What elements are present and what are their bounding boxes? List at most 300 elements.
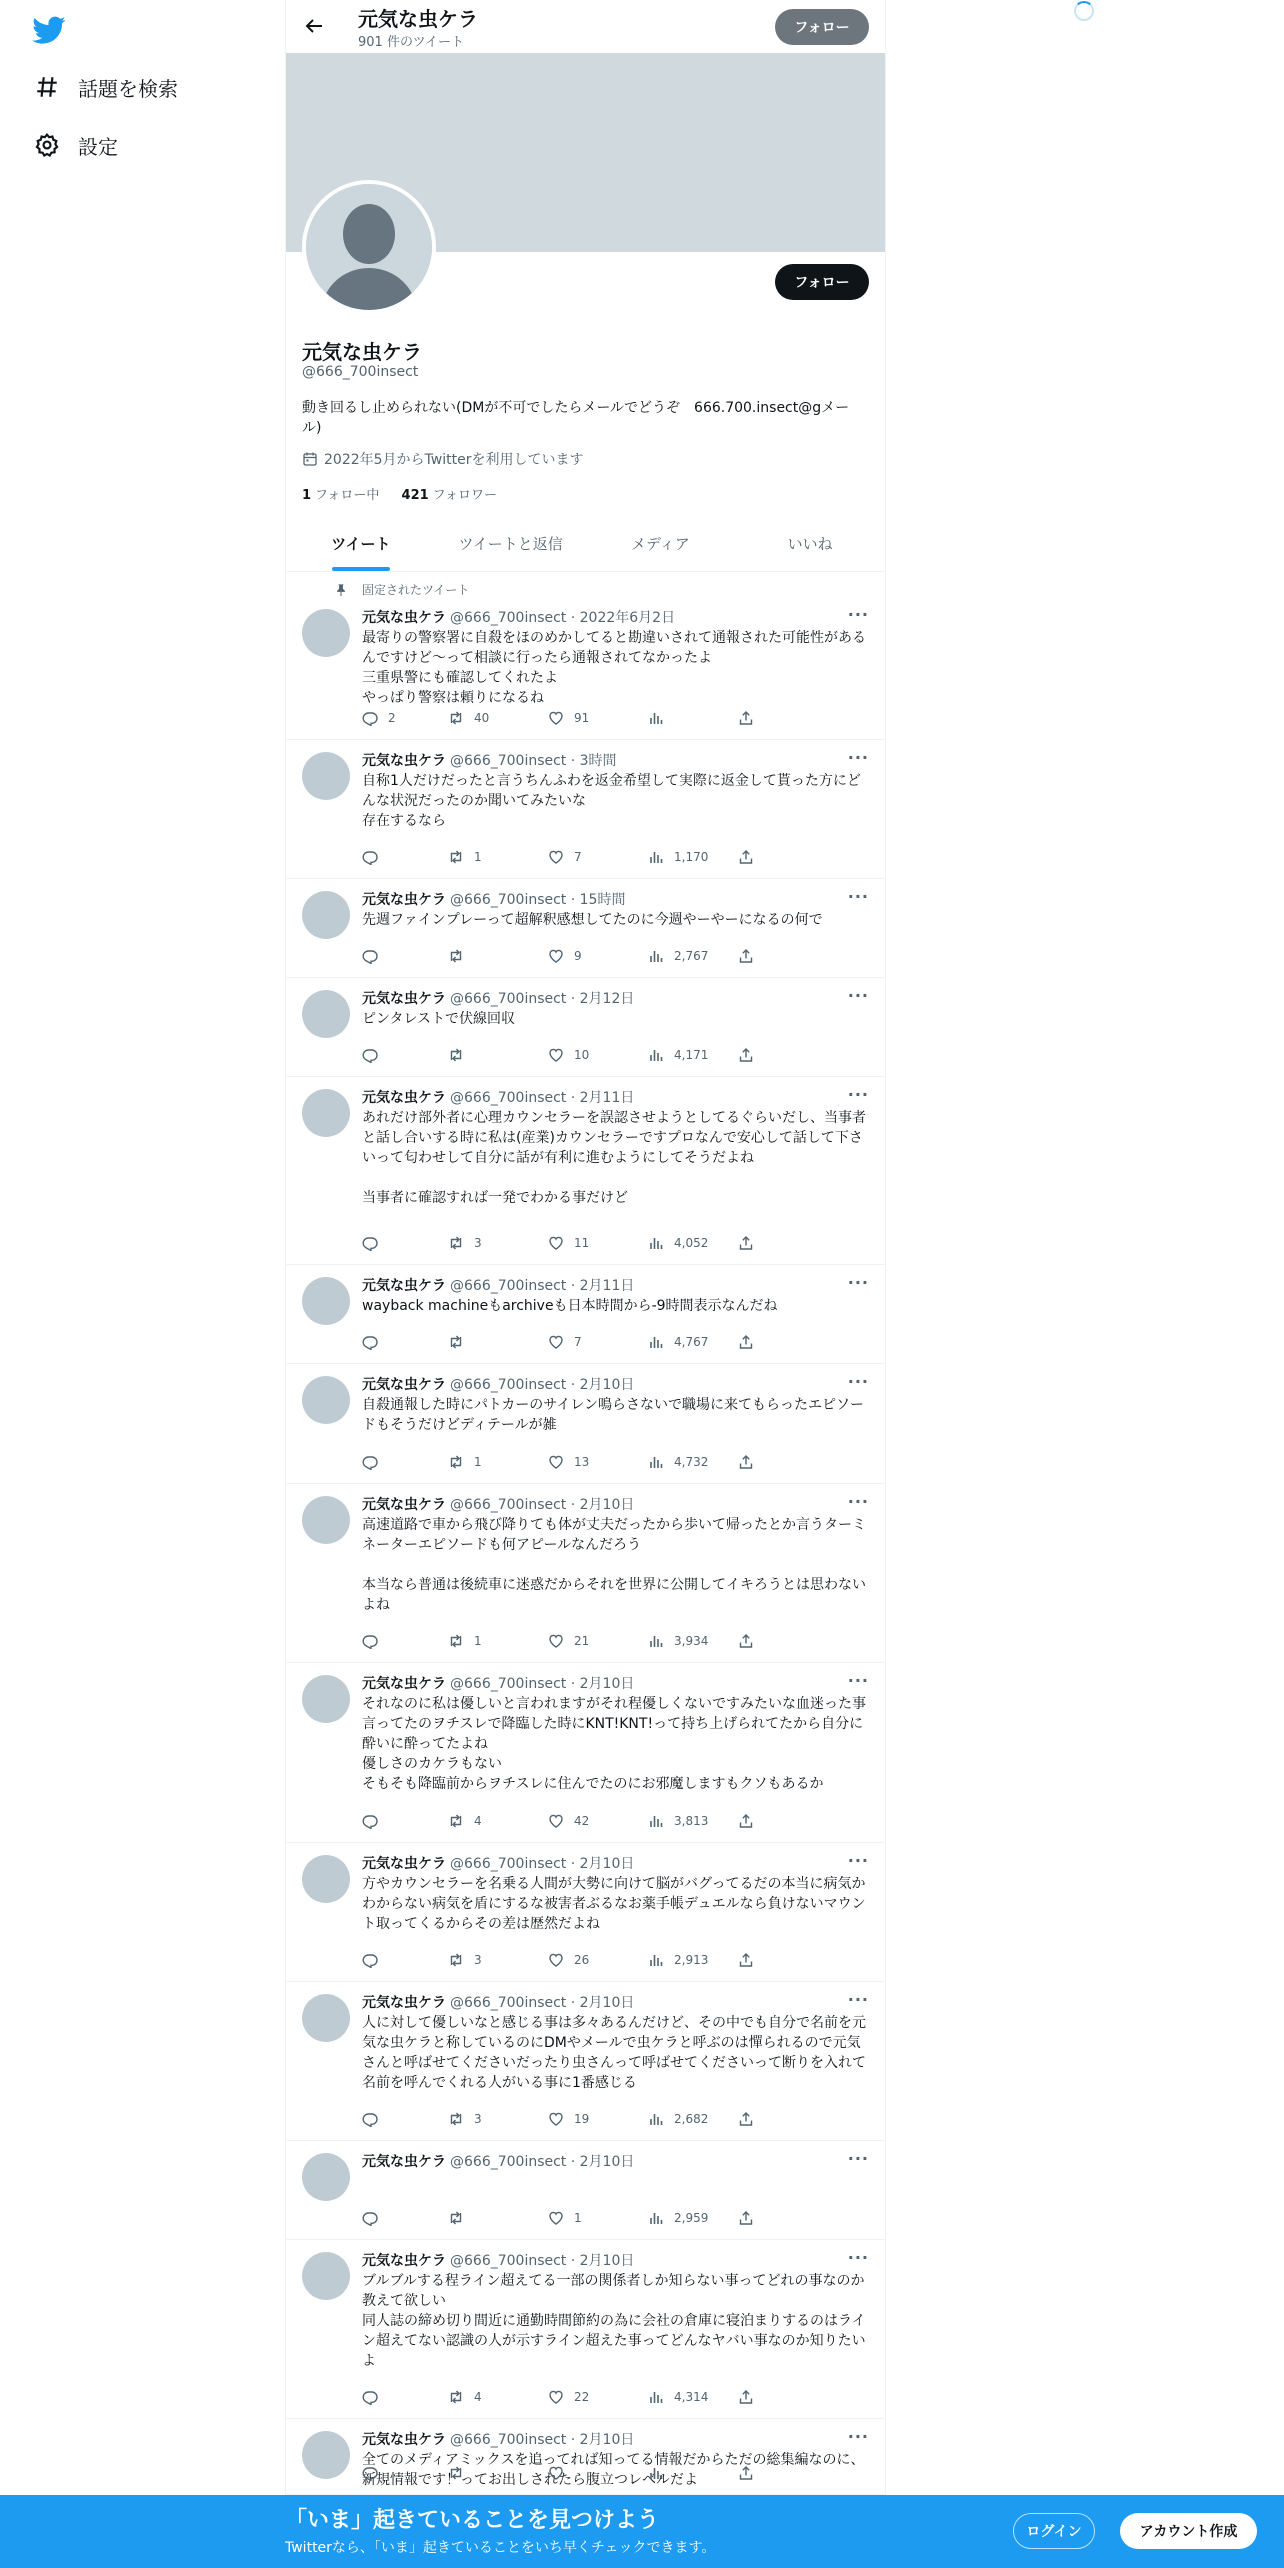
analytics-icon (648, 2465, 664, 2481)
views-count: 4,314 (674, 2390, 709, 2404)
reply-button[interactable] (362, 849, 388, 865)
tweet-author-name[interactable]: 元気な虫ケラ (362, 1497, 446, 1513)
views-count: 2,767 (674, 949, 709, 963)
tweet-actions (362, 1952, 802, 1972)
likes-count: 42 (574, 1814, 590, 1828)
share-button[interactable] (738, 1454, 764, 1470)
retweet-button[interactable] (448, 2465, 474, 2481)
tweet-author-name[interactable]: 元気な虫ケラ (362, 610, 446, 626)
views-button[interactable] (648, 2389, 708, 2405)
retweet-button[interactable] (448, 948, 474, 964)
tweet-text: 最寄りの警察署に自殺をほのめかしてると勘違いされて通報された可能性があるんですけど〜って相談に行ったら通報されてなかったよ 三重県警にも確認してくれたよ やっぱり警察は頼りになるね (362, 630, 866, 706)
profile-name: 元気な虫ケラ (302, 340, 422, 364)
views-count: 2,682 (674, 2112, 709, 2126)
heart-icon (548, 948, 564, 964)
tweet-text: 高速道路で車から飛び降りても体が丈夫だったから歩いて帰ったとか言うターミネーターエピソードも何アピールなんだろう 本当なら普通は後続車に迷惑だからそれを世界に公開してイキろうとは思わないよね (362, 1517, 866, 1613)
retweet-icon (448, 2389, 464, 2405)
profile-topbar (286, 0, 885, 53)
tweet-actions (362, 2111, 802, 2131)
tweet-author-name[interactable]: 元気な虫ケラ (362, 2432, 446, 2448)
tweet-meta[interactable]: @666_700insect · 2月10日 (450, 1995, 635, 2011)
like-button[interactable] (548, 1813, 589, 1829)
heart-icon (548, 1952, 564, 1968)
more-options-icon[interactable]: ··· (847, 2427, 869, 2446)
tweet-header (362, 2151, 634, 2171)
reply-icon (362, 948, 378, 964)
like-button[interactable] (548, 2389, 589, 2405)
profile-tabs (286, 518, 885, 572)
tweet-avatar[interactable] (302, 2153, 350, 2201)
analytics-icon (648, 1952, 664, 1968)
tweet-item[interactable] (286, 2141, 885, 2240)
tweet-meta[interactable]: @666_700insect · 2月10日 (450, 1377, 635, 1393)
analytics-icon (648, 1334, 664, 1350)
views-button[interactable] (648, 2465, 674, 2481)
views-count: 4,171 (674, 1048, 709, 1062)
views-button[interactable] (648, 710, 674, 726)
more-options-icon[interactable]: ··· (847, 1492, 869, 1511)
tweet-avatar[interactable] (302, 609, 350, 657)
calendar-icon (302, 451, 318, 467)
banner-subtitle: Twitterなら、「いま」起きていることをいち早くチェックできます。 (285, 2540, 716, 2556)
share-button[interactable] (738, 1633, 764, 1649)
retweet-icon (448, 1334, 464, 1350)
views-count: 3,813 (674, 1814, 709, 1828)
followers-label: フォロワー (432, 488, 498, 503)
tweet-meta[interactable]: @666_700insect · 15時間 (450, 892, 626, 908)
profile-handle: @666_700insect (302, 364, 419, 380)
default-avatar-icon (306, 184, 432, 310)
login-button[interactable]: ログイン (1013, 2513, 1095, 2549)
more-options-icon[interactable]: ··· (847, 887, 869, 906)
like-button[interactable] (548, 1047, 589, 1063)
tweet-item[interactable] (286, 1077, 885, 1265)
retweet-icon (448, 1633, 464, 1649)
heart-icon (548, 2111, 564, 2127)
analytics-icon (648, 849, 664, 865)
tweet-author-name[interactable]: 元気な虫ケラ (362, 1856, 446, 1872)
tweet-item[interactable] (286, 2240, 885, 2419)
reply-button[interactable] (362, 1952, 388, 1968)
likes-count: 1 (574, 2211, 582, 2225)
retweet-icon (448, 1235, 464, 1251)
tweet-header (362, 1374, 634, 1394)
tweet-meta[interactable]: @666_700insect · 2月10日 (450, 1676, 635, 1692)
tweet-actions (362, 1235, 802, 1255)
tweet-header (362, 1992, 634, 2012)
reply-icon (362, 2389, 378, 2405)
like-button[interactable] (548, 1952, 589, 1968)
pin-icon (334, 583, 348, 597)
followers-count: 421 (401, 488, 429, 503)
tweet-actions (362, 2210, 802, 2230)
share-icon (738, 1633, 754, 1649)
back-arrow-icon[interactable] (302, 14, 326, 38)
retweet-button[interactable] (448, 710, 489, 726)
profile-avatar[interactable] (302, 180, 436, 314)
retweet-icon (448, 2111, 464, 2127)
tweet-item[interactable] (286, 978, 885, 1077)
topbar-tweet-count: 901 件のツイート (358, 35, 465, 50)
tweet-author-name[interactable]: 元気な虫ケラ (362, 1377, 446, 1393)
reply-icon (362, 1813, 378, 1829)
more-options-icon[interactable]: ··· (847, 1372, 869, 1391)
likes-count: 22 (574, 2390, 590, 2404)
tab-tweets[interactable]: ツイート (286, 518, 436, 571)
tweet-author-name[interactable]: 元気な虫ケラ (362, 1676, 446, 1692)
retweets-count: 1 (474, 1455, 482, 1469)
tweet-item[interactable] (286, 1484, 885, 1663)
heart-icon (548, 1813, 564, 1829)
tweet-author-name[interactable]: 元気な虫ケラ (362, 2154, 446, 2170)
tweet-meta[interactable]: @666_700insect · 2月10日 (450, 2154, 635, 2170)
share-icon (738, 1334, 754, 1350)
tweet-author-name[interactable]: 元気な虫ケラ (362, 1995, 446, 2011)
more-options-icon[interactable]: ··· (847, 1085, 869, 1104)
tweet-author-name[interactable]: 元気な虫ケラ (362, 753, 446, 769)
share-icon (738, 1454, 754, 1470)
tweet-avatar[interactable] (302, 1855, 350, 1903)
share-button[interactable] (738, 2111, 764, 2127)
tweet-avatar[interactable] (302, 1089, 350, 1137)
tweet-item[interactable] (286, 879, 885, 978)
likes-count: 13 (574, 1455, 590, 1469)
share-icon (738, 710, 754, 726)
analytics-icon (648, 2210, 664, 2226)
share-icon (738, 2465, 754, 2481)
views-count: 3,934 (674, 1634, 709, 1648)
views-button[interactable] (648, 1813, 708, 1829)
reply-button[interactable] (362, 1633, 388, 1649)
share-icon (738, 1813, 754, 1829)
tweet-item[interactable] (286, 1982, 885, 2141)
tweet-avatar[interactable] (302, 1376, 350, 1424)
tweet-author-name[interactable]: 元気な虫ケラ (362, 1090, 446, 1106)
retweet-icon (448, 948, 464, 964)
retweet-button[interactable] (448, 2389, 482, 2405)
likes-count: 7 (574, 1335, 582, 1349)
reply-icon (362, 2465, 378, 2481)
signup-banner (0, 2495, 1284, 2568)
heart-icon (548, 1334, 564, 1350)
tweet-header (362, 1853, 634, 1873)
views-button[interactable] (648, 1454, 708, 1470)
retweet-button[interactable] (448, 849, 482, 865)
retweets-count: 4 (474, 1814, 482, 1828)
retweet-button[interactable] (448, 1952, 482, 1968)
tweet-item[interactable] (286, 1265, 885, 1364)
pinned-label (334, 581, 469, 598)
retweets-count: 1 (474, 1634, 482, 1648)
like-button[interactable] (548, 2465, 574, 2481)
tweet-actions (362, 2389, 802, 2409)
tweet-meta[interactable]: @666_700insect · 2022年6月2日 (450, 610, 676, 626)
share-button[interactable] (738, 1235, 764, 1251)
more-options-icon[interactable]: ··· (847, 1273, 869, 1292)
views-count: 4,732 (674, 1455, 709, 1469)
share-button[interactable] (738, 1952, 764, 1968)
retweets-count: 3 (474, 1236, 482, 1250)
pinned-text: 固定されたツイート (362, 583, 470, 597)
tweet-text: それなのに私は優しいと言われますがそれ程優しくないですみたいな血迷った事言ってたのヲチスレで降臨した時にKNT!KNT!って持ち上げられてたから自分に酔いに酔ってたよね 優しさのカケラもない そもそも降臨前からヲチスレに住んでたのにお邪魔しますもクソもあるか (362, 1696, 866, 1792)
like-button[interactable] (548, 1334, 582, 1350)
heart-icon (548, 1454, 564, 1470)
more-options-icon[interactable]: ··· (847, 1990, 869, 2009)
tweet-meta[interactable]: @666_700insect · 3時間 (450, 753, 617, 769)
analytics-icon (648, 1813, 664, 1829)
tweet-avatar[interactable] (302, 1994, 350, 2042)
twitter-bird-icon[interactable] (32, 12, 66, 46)
share-icon (738, 2111, 754, 2127)
replies-count: 2 (388, 711, 396, 725)
tweet-text: 方やカウンセラーを名乗る人間が大勢に向けて脳がバグってるだの本当に病気かわからない病気を盾にするな被害者ぶるなお薬手帳デュエルなら負けないマウント取ってくるからその差は歴然だよね (362, 1876, 866, 1932)
reply-button[interactable] (362, 1047, 388, 1063)
reply-button[interactable] (362, 1813, 388, 1829)
tweet-author-name[interactable]: 元気な虫ケラ (362, 1278, 446, 1294)
heart-icon (548, 2465, 564, 2481)
reply-icon (362, 710, 378, 726)
more-options-icon[interactable]: ··· (847, 2248, 869, 2267)
retweets-count: 1 (474, 850, 482, 864)
tweet-meta[interactable]: @666_700insect · 2月11日 (450, 1278, 635, 1294)
share-button[interactable] (738, 1334, 764, 1350)
tweet-text: あれだけ部外者に心理カウンセラーを誤認させようとしてるぐらいだし、当事者と話し合いする時に私は(産業)カウンセラーですプロなんで安心して話して下さいって匂わせして自分に話が有利に進むようにしてそうだよね 当事者に確認すれば一発でわかる事だけど (362, 1110, 866, 1206)
tweet-meta[interactable]: @666_700insect · 2月10日 (450, 2253, 635, 2269)
retweet-icon (448, 710, 464, 726)
analytics-icon (648, 2389, 664, 2405)
like-button[interactable] (548, 2111, 589, 2127)
tweet-author-name[interactable]: 元気な虫ケラ (362, 991, 446, 1007)
loading-spinner-icon (1074, 1, 1094, 21)
views-count: 4,052 (674, 1236, 709, 1250)
tweet-item[interactable] (286, 2419, 885, 2495)
heart-icon (548, 710, 564, 726)
tweet-actions (362, 1813, 802, 1833)
tweet-text: 全てのメディアミックスを追ってれば知ってる情報だからただの総集編なのに、新規情報です！ってお出しされたら腹立つレベルだよ (362, 2452, 865, 2488)
profile-column (285, 0, 886, 2568)
likes-count: 21 (574, 1634, 590, 1648)
tweet-text: 先週ファインプレーって超解釈感想してたのに今週やーやーになるの何で (362, 912, 823, 928)
tweet-avatar[interactable] (302, 1496, 350, 1544)
more-options-icon[interactable]: ··· (847, 1851, 869, 1870)
share-icon (738, 1235, 754, 1251)
views-button[interactable] (648, 1633, 708, 1649)
tweet-actions (362, 1334, 802, 1354)
tweet-text: 自称1人だけだったと言うちんふわを返金希望して実際に返金して貰った方にどんな状況だったのか聞いてみたいな 存在するなら (362, 773, 861, 829)
retweet-button[interactable] (448, 1813, 482, 1829)
share-button[interactable] (738, 849, 764, 865)
tweet-header (362, 1673, 634, 1693)
more-options-icon[interactable]: ··· (847, 2149, 869, 2168)
tweet-item[interactable] (286, 1364, 885, 1484)
more-options-icon[interactable]: ··· (847, 1671, 869, 1690)
views-button[interactable] (648, 1334, 708, 1350)
analytics-icon (648, 710, 664, 726)
analytics-icon (648, 1633, 664, 1649)
like-button[interactable] (548, 1235, 589, 1251)
more-options-icon[interactable]: ··· (847, 748, 869, 767)
tweet-item[interactable] (286, 573, 885, 740)
retweets-count: 3 (474, 2112, 482, 2126)
retweet-icon (448, 1047, 464, 1063)
tweet-avatar[interactable] (302, 2252, 350, 2300)
retweet-button[interactable] (448, 1633, 482, 1649)
analytics-icon (648, 1235, 664, 1251)
tweet-meta[interactable]: @666_700insect · 2月12日 (450, 991, 635, 1007)
views-button[interactable] (648, 1952, 708, 1968)
tab-likes[interactable]: いいね (787, 535, 833, 553)
profile-bio: 動き回るし止められない(DMが不可でしたらメールでどうぞ 666.700.insect@gメール) (302, 400, 850, 436)
like-button[interactable] (548, 1633, 589, 1649)
share-icon (738, 2210, 754, 2226)
reply-icon (362, 849, 378, 865)
like-button[interactable] (548, 849, 582, 865)
banner-title: 「いま」起きていることを見つけよう (285, 2508, 660, 2533)
share-button[interactable] (738, 1047, 764, 1063)
following-link[interactable] (302, 488, 379, 503)
retweet-button[interactable] (448, 2210, 474, 2226)
share-button[interactable] (738, 948, 764, 964)
share-icon (738, 2389, 754, 2405)
reply-button[interactable] (362, 1334, 388, 1350)
tweet-item[interactable] (286, 1843, 885, 1982)
share-button[interactable] (738, 2465, 764, 2481)
share-button[interactable] (738, 2389, 764, 2405)
tweet-header (362, 889, 625, 909)
tweet-header (362, 988, 634, 1008)
retweet-button[interactable] (448, 1454, 482, 1470)
reply-button[interactable] (362, 948, 388, 964)
tweet-meta[interactable]: @666_700insect · 2月10日 (450, 1856, 635, 1872)
reply-button[interactable] (362, 2111, 388, 2127)
like-button[interactable] (548, 1454, 589, 1470)
likes-count: 26 (574, 1953, 590, 1967)
tab-media[interactable]: メディア (630, 535, 690, 553)
tweet-meta[interactable]: @666_700insect · 2月11日 (450, 1090, 635, 1106)
reply-button[interactable] (362, 2465, 388, 2481)
views-button[interactable] (648, 2210, 708, 2226)
like-button[interactable] (548, 2210, 582, 2226)
heart-icon (548, 1047, 564, 1063)
reply-icon (362, 1633, 378, 1649)
like-button[interactable] (548, 948, 582, 964)
views-count: 4,767 (674, 1335, 709, 1349)
retweet-icon (448, 1952, 464, 1968)
retweet-button[interactable] (448, 1334, 474, 1350)
nav-explore[interactable] (34, 67, 178, 107)
tweet-item[interactable] (286, 1663, 885, 1843)
tweet-header (362, 750, 617, 770)
topbar-name: 元気な虫ケラ (358, 7, 478, 31)
views-count: 2,959 (674, 2211, 709, 2225)
views-count: 1,170 (674, 850, 709, 864)
tweet-text: ピンタレストで伏線回収 (362, 1011, 516, 1027)
tweet-author-name[interactable]: 元気な虫ケラ (362, 2253, 446, 2269)
following-label: フォロー中 (315, 488, 380, 503)
retweet-button[interactable] (448, 1047, 474, 1063)
reply-button[interactable] (362, 2210, 388, 2226)
retweet-icon (448, 1813, 464, 1829)
likes-count: 11 (574, 1236, 590, 1250)
tweet-avatar[interactable] (302, 2431, 350, 2479)
views-button[interactable] (648, 2111, 708, 2127)
reply-button[interactable] (362, 1235, 388, 1251)
tweet-actions (362, 1454, 802, 1474)
likes-count: 19 (574, 2112, 590, 2126)
retweet-button[interactable] (448, 1235, 482, 1251)
retweets-count: 40 (474, 711, 490, 725)
tweet-author-name[interactable]: 元気な虫ケラ (362, 892, 446, 908)
tweet-avatar[interactable] (302, 990, 350, 1038)
retweets-count: 4 (474, 2390, 482, 2404)
topbar-follow-button[interactable]: フォロー (775, 9, 869, 45)
tweet-header (362, 1275, 634, 1295)
tweet-avatar[interactable] (302, 1277, 350, 1325)
follow-button[interactable]: フォロー (775, 264, 869, 300)
tweet-actions (362, 2465, 802, 2485)
nav-settings[interactable] (34, 125, 118, 165)
tweet-actions (362, 710, 802, 730)
share-icon (738, 948, 754, 964)
likes-count: 9 (574, 949, 582, 963)
tweet-avatar[interactable] (302, 752, 350, 800)
views-button[interactable] (648, 1235, 708, 1251)
likes-count: 10 (574, 1048, 590, 1062)
heart-icon (548, 2389, 564, 2405)
reply-icon (362, 2210, 378, 2226)
share-button[interactable] (738, 2210, 764, 2226)
views-button[interactable] (648, 948, 708, 964)
retweet-button[interactable] (448, 2111, 482, 2127)
likes-count: 7 (574, 850, 582, 864)
reply-button[interactable] (362, 2389, 388, 2405)
tab-tweets-replies[interactable]: ツイートと返信 (458, 535, 563, 553)
tweet-header (362, 2429, 634, 2449)
heart-icon (548, 1235, 564, 1251)
tweet-actions (362, 1047, 802, 1067)
retweet-icon (448, 849, 464, 865)
tweet-header (362, 1087, 634, 1107)
tweet-meta[interactable]: @666_700insect · 2月10日 (450, 2432, 635, 2448)
analytics-icon (648, 1047, 664, 1063)
reply-button[interactable] (362, 710, 396, 726)
likes-count: 91 (574, 711, 590, 725)
tweet-text: wayback machineもarchiveも日本時間から-9時間表示なんだね (362, 1298, 778, 1314)
reply-button[interactable] (362, 1454, 388, 1470)
like-button[interactable] (548, 710, 589, 726)
tweet-avatar[interactable] (302, 891, 350, 939)
heart-icon (548, 849, 564, 865)
more-options-icon[interactable]: ··· (847, 605, 869, 624)
tweet-avatar[interactable] (302, 1675, 350, 1723)
share-button[interactable] (738, 710, 764, 726)
share-button[interactable] (738, 1813, 764, 1829)
views-button[interactable] (648, 1047, 708, 1063)
signup-button[interactable]: アカウント作成 (1120, 2513, 1257, 2549)
follow-stats (302, 484, 497, 503)
analytics-icon (648, 948, 664, 964)
share-icon (738, 1047, 754, 1063)
profile-joined (302, 449, 583, 469)
tweet-item[interactable] (286, 740, 885, 879)
reply-icon (362, 2111, 378, 2127)
reply-icon (362, 1047, 378, 1063)
views-button[interactable] (648, 849, 708, 865)
tweet-meta[interactable]: @666_700insect · 2月10日 (450, 1497, 635, 1513)
nav-settings-label: 設定 (78, 134, 118, 159)
followers-link[interactable] (402, 488, 498, 503)
more-options-icon[interactable]: ··· (847, 986, 869, 1005)
